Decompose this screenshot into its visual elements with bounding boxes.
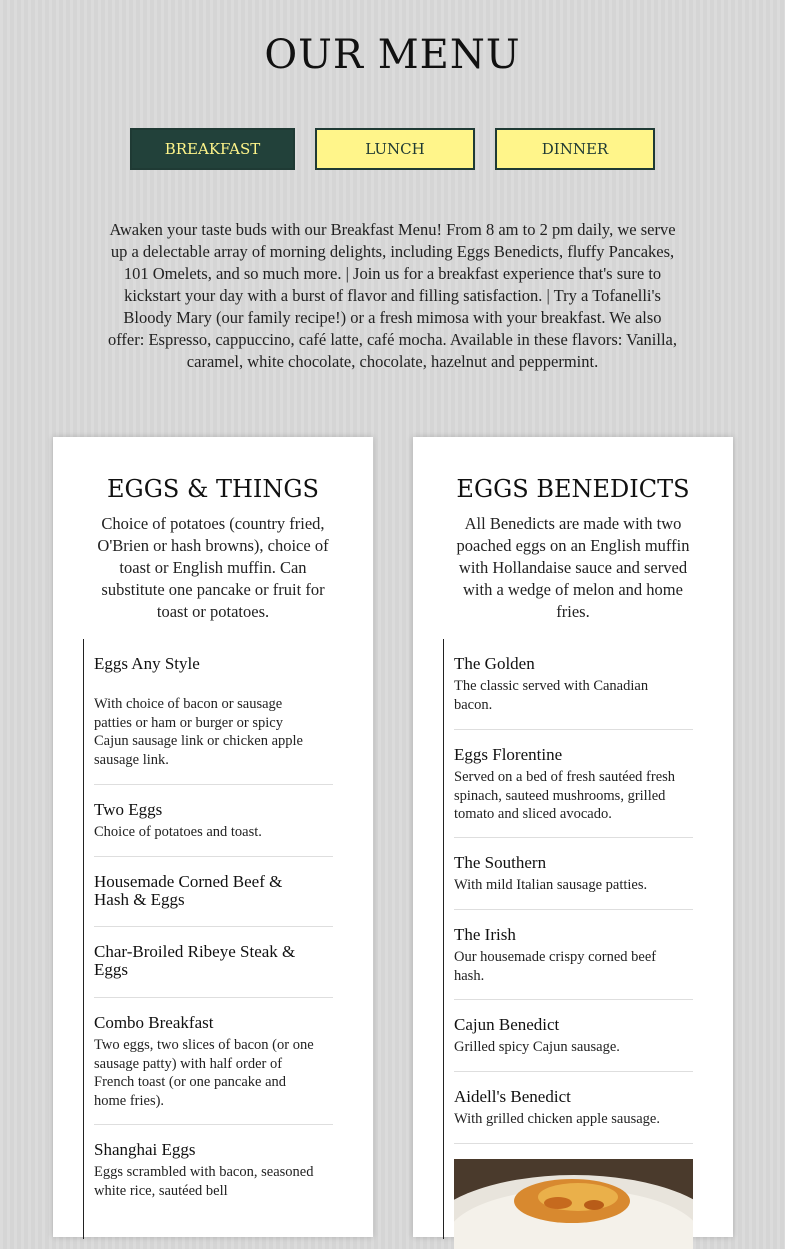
tab-breakfast[interactable]: BREAKFAST (130, 128, 295, 170)
item-separator (454, 729, 693, 730)
menu-item-description: With mild Italian sausage patties. (454, 877, 648, 893)
menu-item (94, 943, 309, 979)
section-title: EGGS & THINGS (107, 475, 319, 503)
menu-item-name: Aidell's Benedict (454, 1087, 571, 1106)
section-title: EGGS BENEDICTS (456, 475, 690, 503)
menu-item-name: The Irish (454, 925, 516, 944)
menu-item-name: Cajun Benedict (454, 1015, 560, 1034)
menu-item (94, 1014, 334, 1110)
section-divider-line (443, 639, 444, 1239)
menu-item-name: Eggs Florentine (454, 745, 563, 764)
menu-intro: Awaken your taste buds with our Breakfast Menu! From 8 am to 2 pm daily, we serve up a delectable array of morning delights, including Eggs Benedicts, fluffy Pancakes, 101 Omelets, and so much more. | Join us for a breakfast experience that's sure to kickstart your day with a burst of flavor and filling satisfaction. | Try a Tofanelli's Bloody Mary (our family recipe!) or a fresh mimosa with your breakfast. We also offer: Espresso, cappuccino, café latte, café mocha. Available in these flavors: Vanilla, caramel, white chocolate, chocolate, hazelnut and peppermint. (107, 220, 678, 371)
menu-item-description: Our housemade crispy corned beef hash. (454, 949, 657, 984)
menu-item-description: Served on a bed of fresh sautéed fresh spinach, sauteed mushrooms, grilled tomato and sliced avocado. (454, 769, 676, 822)
item-separator (94, 997, 333, 998)
menu-item (454, 926, 694, 985)
menu-item-description: With grilled chicken apple sausage. (454, 1111, 660, 1127)
item-separator (454, 999, 693, 1000)
menu-item (454, 746, 694, 824)
item-separator (94, 926, 333, 927)
page-title: OUR MENU (264, 32, 521, 78)
item-separator (454, 1071, 693, 1072)
section-description: Choice of potatoes (country fried, O'Brien or hash browns), choice of toast or English muffin. Can substitute one pancake or fruit for toast or potatoes. (97, 514, 329, 621)
menu-item (94, 655, 334, 769)
menu-item-description: Eggs scrambled with bacon, seasoned white rice, sautéed bell (94, 1164, 314, 1199)
menu-item-name: Shanghai Eggs (94, 1140, 196, 1159)
menu-item-name: The Golden (454, 654, 535, 673)
menu-tabs (0, 128, 785, 170)
tab-lunch[interactable]: LUNCH (315, 128, 475, 170)
section-card-eggs-benedicts (413, 437, 733, 1237)
menu-item (94, 1141, 334, 1200)
menu-item (454, 854, 694, 895)
item-separator (94, 1124, 333, 1125)
menu-item (94, 801, 334, 842)
menu-item-description: Two eggs, two slices of bacon (or one sausage patty) with half order of French toast (or one pancake and home fries). (94, 1037, 314, 1109)
tab-dinner[interactable]: DINNER (495, 128, 655, 170)
section-divider-line (83, 639, 84, 1239)
menu-item (454, 1088, 694, 1129)
item-separator (454, 837, 693, 838)
menu-item-description: With choice of bacon or sausage patties or ham or burger or spicy Cajun sausage link or chicken apple sausage link. (94, 696, 303, 768)
item-separator (94, 784, 333, 785)
item-separator (94, 856, 333, 857)
food-photo-graphic (454, 1159, 693, 1249)
section-description: All Benedicts are made with two poached eggs on an English muffin with Hollandaise sauce and served with a wedge of melon and home fries. (456, 514, 690, 621)
menu-item-description: The classic served with Canadian bacon. (454, 678, 649, 713)
item-separator (454, 1143, 693, 1144)
menu-item-description: Choice of potatoes and toast. (94, 824, 262, 840)
menu-item-name: Eggs Any Style (94, 654, 200, 673)
menu-item (454, 655, 694, 714)
food-photo (454, 1159, 693, 1249)
menu-item (454, 1016, 694, 1057)
menu-item-name: The Southern (454, 853, 547, 872)
menu-item-name: Housemade Corned Beef & Hash & Eggs (94, 872, 283, 909)
item-separator (454, 909, 693, 910)
menu-item-name: Char-Broiled Ribeye Steak & Eggs (94, 942, 296, 979)
menu-item-name: Combo Breakfast (94, 1013, 214, 1032)
section-card-eggs-things (53, 437, 373, 1237)
menu-item-name: Two Eggs (94, 800, 163, 819)
menu-item-description: Grilled spicy Cajun sausage. (454, 1039, 620, 1055)
menu-item (94, 873, 309, 909)
